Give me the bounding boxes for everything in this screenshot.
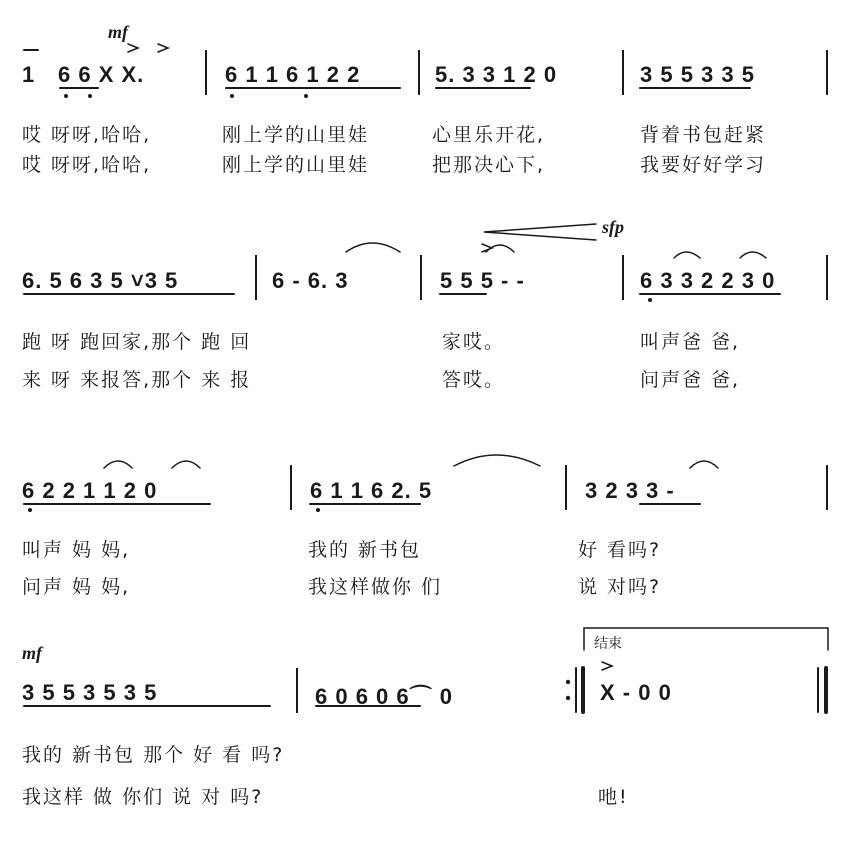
- melody-s3-m1: 6 1 1 6 2. 5: [310, 478, 433, 503]
- tie-mark: [346, 243, 400, 252]
- accent-mark: [482, 244, 492, 252]
- lyric-s3-v2-c: 说 对吗?: [578, 576, 662, 598]
- melody-s1-m4: 3 5 5 3 3 5: [640, 62, 755, 87]
- melody-s1-m2: 6 1 1 6 1 2 2: [225, 62, 361, 87]
- octave-dot: [316, 508, 320, 512]
- tie-mark: [104, 461, 132, 468]
- hairpin-mark: [484, 224, 596, 240]
- lyric-s1-v2-c: 把那决心下,: [432, 154, 546, 176]
- lyric-s3-v1-c: 好 看吗?: [578, 539, 662, 561]
- dynamic-sfp: sfp: [602, 217, 624, 237]
- melody-s4-m1: 6 0 6 0 6⌒ 0: [315, 684, 453, 709]
- tie-mark: [454, 455, 540, 466]
- accent-mark: [158, 44, 168, 52]
- octave-dot: [28, 508, 32, 512]
- melody-s3-m0: 6 2 2 1 1 2 0: [22, 478, 158, 503]
- melody-s2-m1: 6 - 6. 3: [272, 268, 349, 293]
- lyric-s4-v1: 我的 新书包 那个 好 看 吗?: [22, 744, 285, 766]
- melody-s4-m2: X - 0 0: [600, 680, 672, 705]
- melody-s1-m1: 6 6 X X.: [58, 62, 145, 87]
- octave-dot: [648, 298, 652, 302]
- lyric-s3-v2-b: 我这样做你 们: [308, 576, 443, 598]
- lyric-s2-v2-a: 来 呀 来报答,那个 来 报: [22, 369, 252, 391]
- octave-dot: [230, 94, 234, 98]
- lyric-s2-v1-a: 跑 呀 跑回家,那个 跑 回: [22, 331, 252, 353]
- lyric-s1-v2-d: 我要好好学习: [640, 154, 767, 176]
- tie-mark: [674, 252, 700, 258]
- accent-mark: [602, 662, 612, 670]
- lyric-s1-v2-b: 刚上学的山里娃: [222, 154, 370, 176]
- accent-mark: [128, 44, 138, 52]
- repeat-dot: [566, 696, 570, 700]
- lyric-s3-v1-a: 叫声 妈 妈,: [22, 539, 131, 561]
- octave-dot: [88, 94, 92, 98]
- ending-bracket: [584, 628, 828, 650]
- octave-dot: [64, 94, 68, 98]
- melody-s1-m0: 1: [22, 62, 36, 87]
- melody-s2-m2: 5 5 5 - -: [440, 268, 525, 293]
- lyric-s4-v2: 我这样 做 你们 说 对 吗?: [22, 786, 264, 808]
- lyric-s2-v2-c: 问声爸 爸,: [640, 369, 741, 391]
- lyric-s1-v1-a: 哎 呀呀,哈哈,: [22, 124, 152, 146]
- dynamic-mf-2: mf: [22, 643, 42, 663]
- melody-s4-m0: 3 5 5 3 5 3 5: [22, 680, 158, 705]
- lyric-s2-v1-b: 家哎。: [442, 331, 506, 353]
- lyric-s3-v2-a: 问声 妈 妈,: [22, 576, 131, 598]
- ending-label: 结束: [594, 636, 622, 652]
- lyric-s1-v1-b: 刚上学的山里娃: [222, 124, 370, 146]
- lyric-s2-v1-c: 叫声爸 爸,: [640, 331, 741, 353]
- tie-mark: [172, 461, 200, 468]
- octave-dot: [304, 94, 308, 98]
- dynamic-mf-1: mf: [108, 22, 128, 42]
- lyric-s2-v2-b: 答哎。: [442, 369, 506, 391]
- tie-mark: [690, 461, 718, 468]
- melody-s1-m3: 5. 3 3 1 2 0: [435, 62, 558, 87]
- lyric-s1-v1-c: 心里乐开花,: [432, 124, 546, 146]
- lyric-s1-v1-d: 背着书包赶紧: [640, 124, 767, 146]
- lyric-s4-v2-end: 吔!: [598, 786, 629, 808]
- lyric-s3-v1-b: 我的 新书包: [308, 539, 422, 561]
- melody-s2-m3: 6 3 3 2 2 3 0: [640, 268, 776, 293]
- tie-mark: [740, 252, 766, 258]
- repeat-dot: [566, 680, 570, 684]
- melody-s3-m2: 3 2 3 3 -: [585, 478, 675, 503]
- lyric-s1-v2-a: 哎 呀呀,哈哈,: [22, 154, 152, 176]
- melody-s2-m0: 6. 5 6 3 5 ˅3 5: [22, 268, 179, 293]
